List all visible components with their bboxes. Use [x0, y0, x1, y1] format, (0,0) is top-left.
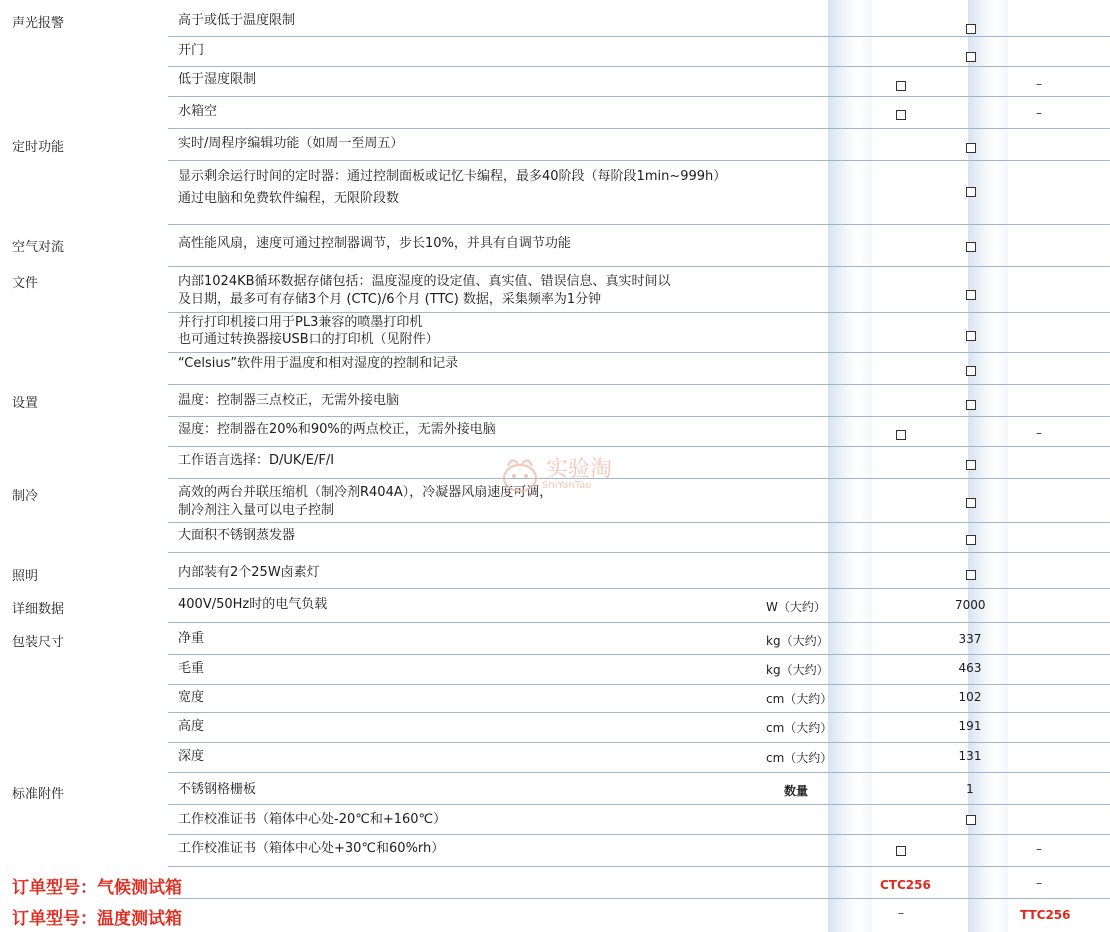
included-checkbox [966, 535, 976, 545]
included-checkbox [966, 460, 976, 470]
feature-text: 水箱空 [178, 104, 218, 119]
order-temp-model: TTC256 [1020, 908, 1071, 922]
feature-text: 400V/50Hz时的电气负载 [178, 597, 328, 612]
order-climate-model: CTC256 [880, 878, 931, 892]
value-power: 7000 [955, 598, 986, 612]
order-temp-label: 订单型号：温度测试箱 [12, 909, 182, 929]
category-package: 包装尺寸 [12, 635, 65, 650]
row-separator [168, 446, 1110, 447]
unit-label: cm（大约） [766, 721, 833, 735]
feature-text: 工作校准证书（箱体中心处-20℃和+160℃） [178, 812, 447, 827]
feature-text: 毛重 [178, 661, 205, 676]
feature-text: 高度 [178, 719, 205, 734]
row-separator [168, 384, 1110, 385]
value-width: 102 [958, 690, 982, 704]
category-cooling: 制冷 [12, 489, 39, 504]
feature-text: 高效的两台并联压缩机（制冷剂R404A），冷凝器风扇速度可调， [178, 485, 553, 500]
included-checkbox [966, 290, 976, 300]
row-separator [168, 96, 1110, 97]
category-lighting: 照明 [12, 569, 39, 584]
not-available-dash: – [1036, 842, 1042, 856]
value-quantity: 1 [966, 782, 974, 796]
row-separator [168, 266, 1110, 267]
row-separator [168, 66, 1110, 67]
row-separator [168, 160, 1110, 161]
feature-text: 宽度 [178, 690, 205, 705]
feature-text: 制冷剂注入量可以电子控制 [178, 503, 335, 518]
not-available-dash: – [1036, 426, 1042, 440]
included-checkbox [966, 570, 976, 580]
quantity-label: 数量 [784, 784, 809, 798]
included-checkbox [966, 331, 976, 341]
feature-text: 及日期，最多可有存储3个月 (CTC)/6个月 (TTC) 数据，采集频率为1分钟 [178, 292, 602, 307]
row-separator [168, 352, 1110, 353]
watermark-subtext: ShiYanTao [542, 480, 592, 491]
feature-text: 湿度：控制器在20%和90%的两点校正，无需外接电脑 [178, 422, 496, 437]
included-checkbox [966, 400, 976, 410]
row-separator [168, 522, 1110, 523]
included-checkbox [896, 81, 906, 91]
feature-text: 显示剩余运行时间的定时器：通过控制面板或记忆卡编程，最多40阶段（每阶段1min~999h） [178, 169, 727, 184]
row-separator [168, 772, 1110, 773]
included-checkbox [896, 846, 906, 856]
value-gross-weight: 463 [958, 661, 982, 675]
not-available-dash: – [1036, 77, 1042, 91]
included-checkbox [966, 242, 976, 252]
feature-text: 内部装有2个25W卤素灯 [178, 565, 320, 580]
feature-text: 内部1024KB循环数据存储包括：温度湿度的设定值、真实值、错误信息、真实时间以 [178, 274, 671, 289]
feature-text: 深度 [178, 749, 205, 764]
row-separator [168, 622, 1110, 623]
feature-text: “Celsius”软件用于温度和相对湿度的控制和记录 [178, 356, 459, 371]
row-separator [168, 712, 1110, 713]
column-tint-1 [828, 0, 872, 932]
feature-text: 开门 [178, 43, 205, 58]
row-separator [168, 416, 1110, 417]
unit-label: cm（大约） [766, 751, 833, 765]
category-details: 详细数据 [12, 602, 65, 617]
included-checkbox [966, 815, 976, 825]
category-settings: 设置 [12, 396, 39, 411]
unit-label: kg（大约） [766, 634, 829, 648]
included-checkbox [896, 110, 906, 120]
feature-text: 高于或低于温度限制 [178, 13, 296, 28]
category-timer: 定时功能 [12, 140, 65, 155]
row-separator [168, 834, 1110, 835]
included-checkbox [966, 366, 976, 376]
unit-label: W（大约） [766, 600, 826, 614]
feature-text: 高性能风扇，速度可通过控制器调节，步长10%，并具有自调节功能 [178, 236, 571, 251]
not-available-dash: – [1036, 876, 1042, 890]
unit-label: kg（大约） [766, 663, 829, 677]
feature-text: 实时/周程序编辑功能（如周一至周五） [178, 136, 404, 151]
included-checkbox [966, 52, 976, 62]
feature-text: 并行打印机接口用于PL3兼容的喷墨打印机 [178, 315, 423, 330]
row-separator [168, 224, 1110, 225]
not-available-dash: – [1036, 106, 1042, 120]
watermark-logo-icon [498, 452, 542, 496]
row-separator [168, 36, 1110, 37]
unit-label: cm（大约） [766, 692, 833, 706]
row-separator [168, 654, 1110, 655]
row-separator [168, 898, 1110, 899]
category-accessories: 标准附件 [12, 787, 65, 802]
row-separator [168, 684, 1110, 685]
feature-text: 工作校准证书（箱体中心处+30℃和60%rh） [178, 841, 445, 856]
category-air: 空气对流 [12, 240, 65, 255]
value-depth: 131 [958, 749, 982, 763]
row-separator [168, 478, 1110, 479]
feature-text: 也可通过转换器接USB口的打印机（见附件） [178, 332, 439, 347]
watermark-text: 实验淘 [546, 457, 613, 482]
feature-text: 通过电脑和免费软件编程，无限阶段数 [178, 191, 400, 206]
row-separator [168, 552, 1110, 553]
row-separator [168, 128, 1110, 129]
value-height: 191 [958, 719, 982, 733]
row-separator [168, 866, 1110, 867]
feature-text: 低于湿度限制 [178, 72, 257, 87]
included-checkbox [966, 498, 976, 508]
feature-text: 净重 [178, 631, 205, 646]
not-available-dash: – [898, 906, 904, 920]
included-checkbox [966, 24, 976, 34]
included-checkbox [966, 187, 976, 197]
feature-text: 不锈钢格栅板 [178, 782, 257, 797]
included-checkbox [896, 430, 906, 440]
row-separator [168, 588, 1110, 589]
included-checkbox [966, 143, 976, 153]
row-separator [168, 742, 1110, 743]
order-climate-label: 订单型号：气候测试箱 [12, 878, 182, 898]
category-file: 文件 [12, 276, 39, 291]
row-separator [168, 312, 1110, 313]
feature-text: 温度：控制器三点校正，无需外接电脑 [178, 393, 400, 408]
row-separator [168, 804, 1110, 805]
value-net-weight: 337 [958, 632, 982, 646]
feature-text: 工作语言选择：D/UK/E/F/I [178, 453, 335, 468]
feature-text: 大面积不锈钢蒸发器 [178, 528, 296, 543]
category-alarm: 声光报警 [12, 16, 65, 31]
